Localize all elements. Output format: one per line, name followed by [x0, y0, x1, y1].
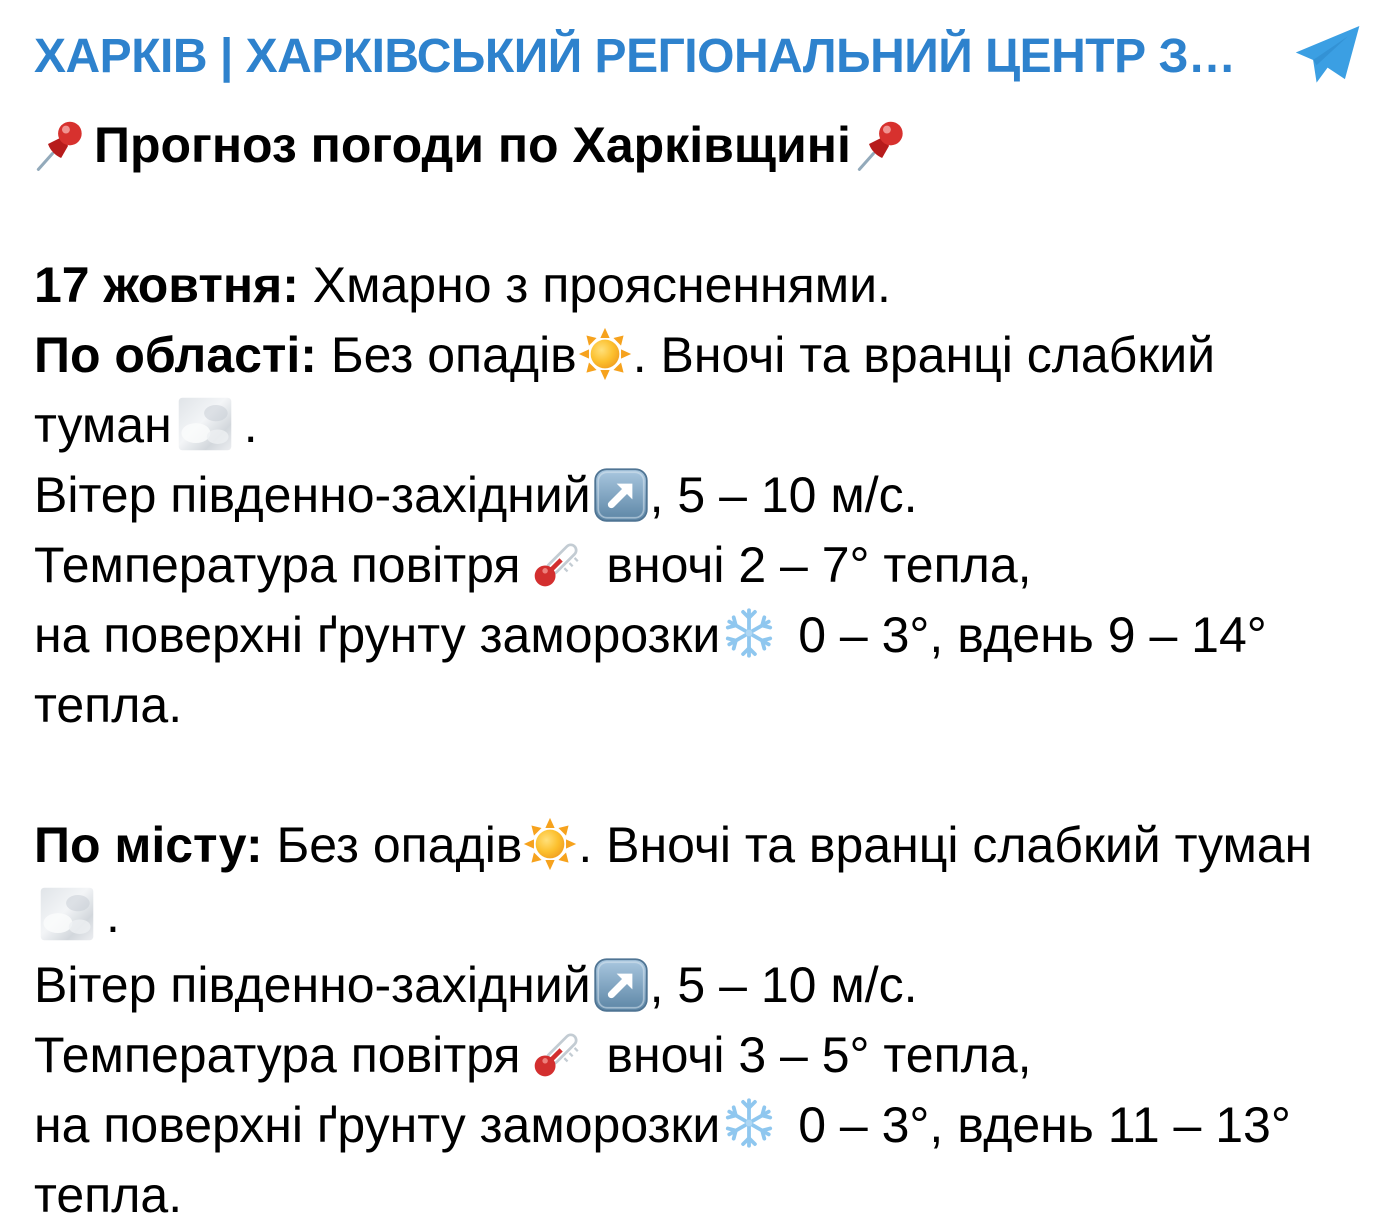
area-temp-values: вночі 2 – 7° тепла, — [592, 537, 1032, 593]
channel-title[interactable]: ХАРКІВ | ХАРКІВСЬКИЙ РЕГІОНАЛЬНИЙ ЦЕНТР З… — [34, 29, 1236, 83]
pushpin-icon — [855, 116, 911, 172]
forecast-date-line — [34, 250, 1366, 320]
forecast-date-text: Хмарно з проясненнями. — [298, 257, 891, 313]
city-ground-frost-line — [34, 1090, 1366, 1230]
message-body — [34, 110, 1366, 1230]
city-ground-values: 0 – 3°, вдень 11 – 13° тепла. — [34, 1097, 1291, 1223]
sun-icon — [523, 817, 577, 871]
area-ground-frost-line — [34, 600, 1366, 740]
pinned-title-text: Прогноз погоди по Харківщині — [94, 117, 851, 173]
snowflake-icon — [722, 606, 776, 660]
area-ground-values: 0 – 3°, вдень 9 – 14° тепла. — [34, 607, 1267, 733]
blank-line — [34, 740, 1366, 810]
city-fog-period: . — [106, 887, 120, 943]
city-temperature-line — [34, 1020, 1366, 1090]
city-wind-speed: , 5 – 10 м/с. — [649, 957, 918, 1013]
area-temperature-line — [34, 530, 1366, 600]
city-precipitation-line — [34, 810, 1366, 950]
fog-icon — [38, 885, 96, 943]
city-label: По місту: — [34, 817, 263, 873]
city-fog-text: . Вночі та вранці слабкий туман — [578, 817, 1313, 873]
area-wind-text: Вітер південно-західний — [34, 467, 591, 523]
city-temp-values: вночі 3 – 5° тепла, — [592, 1027, 1032, 1083]
area-precipitation-line — [34, 320, 1366, 460]
city-precip-text: Без опадів — [262, 817, 523, 873]
thermometer-icon — [527, 536, 585, 594]
forecast-date-label: 17 жовтня: — [34, 257, 299, 313]
fog-icon — [176, 395, 234, 453]
area-temp-text: Температура повітря — [34, 537, 521, 593]
up-right-arrow-icon — [593, 957, 649, 1013]
area-fog-period: . — [243, 397, 258, 453]
telegram-plane-icon[interactable] — [1290, 19, 1364, 93]
blank-line — [34, 180, 1366, 250]
city-wind-line — [34, 950, 1366, 1020]
area-wind-speed: , 5 – 10 м/с. — [649, 467, 918, 523]
thermometer-icon — [527, 1026, 585, 1084]
snowflake-icon — [722, 1096, 776, 1150]
pushpin-icon — [34, 116, 90, 172]
area-ground-text: на поверхні ґрунту заморозки — [34, 607, 721, 663]
city-temp-text: Температура повітря — [34, 1027, 521, 1083]
pinned-title-line — [34, 110, 1366, 180]
area-fog-text: . Вночі та вранці слабкий туман — [34, 327, 1216, 453]
up-right-arrow-icon — [593, 467, 649, 523]
channel-header — [34, 16, 1366, 96]
city-wind-text: Вітер південно-західний — [34, 957, 591, 1013]
city-ground-text: на поверхні ґрунту заморозки — [34, 1097, 721, 1153]
area-precip-text: Без опадів — [316, 327, 577, 383]
sun-icon — [578, 327, 632, 381]
area-wind-line — [34, 460, 1366, 530]
area-label: По області: — [34, 327, 317, 383]
